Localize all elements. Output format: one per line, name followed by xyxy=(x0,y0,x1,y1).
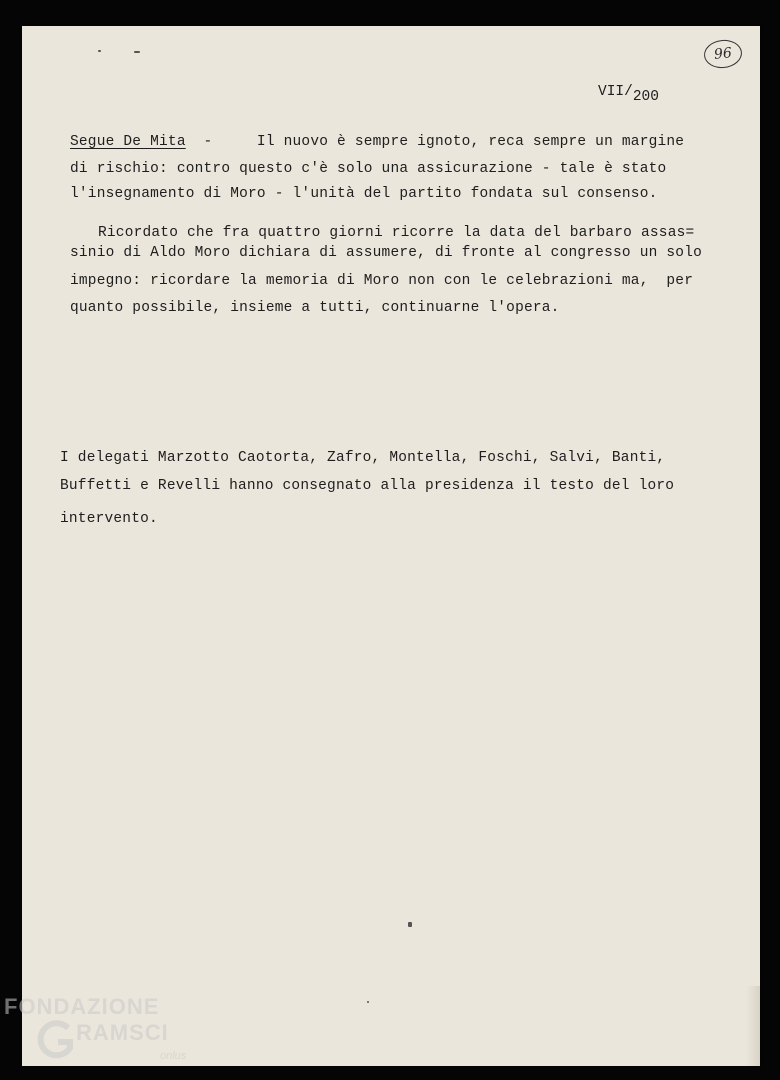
page-number-value: 200 xyxy=(632,89,659,105)
watermark-line3: onlus xyxy=(160,1050,187,1062)
paragraph1-line1-text: - Il nuovo è sempre ignoto, reca sempre un margine xyxy=(185,134,685,150)
paper-speck xyxy=(408,922,412,927)
watermark-g-logo-icon xyxy=(34,1018,78,1062)
paper-edge-curl xyxy=(746,986,760,1066)
paragraph3-line3: intervento. xyxy=(60,511,158,527)
watermark-line1: FONDAZIONE xyxy=(4,994,160,1019)
paragraph2-line2: sinio di Aldo Moro dichiara di assumere, di fronte al congresso un solo xyxy=(70,245,703,261)
page-number xyxy=(598,84,659,105)
archive-page-number-handwritten: 96 xyxy=(703,38,744,70)
paragraph1-line1 xyxy=(70,134,684,150)
fondazione-gramsci-watermark xyxy=(4,994,204,1078)
paragraph3-line1: I delegati Marzotto Caotorta, Zafro, Montella, Foschi, Salvi, Banti, xyxy=(60,450,666,466)
document-page xyxy=(22,26,760,1066)
paragraph2-line3: impegno: ricordare la memoria di Moro non con le celebrazioni ma, per xyxy=(70,273,694,289)
paper-speck xyxy=(98,50,101,52)
page-number-section: VII/ xyxy=(598,84,633,100)
paragraph2-line4: quanto possibile, insieme a tutti, continuarne l'opera. xyxy=(70,300,560,316)
speaker-label: Segue De Mita xyxy=(70,134,186,150)
paragraph1-line2: di rischio: contro questo c'è solo una assicurazione - tale è stato xyxy=(70,161,667,177)
watermark-line2: RAMSCI xyxy=(76,1020,169,1045)
paper-speck xyxy=(134,51,140,53)
paragraph1-line3: l'insegnamento di Moro - l'unità del partito fondata sul consenso. xyxy=(70,186,658,202)
paper-speck xyxy=(367,1001,369,1003)
paragraph3-line2: Buffetti e Revelli hanno consegnato alla presidenza il testo del loro xyxy=(60,478,675,494)
paragraph2-line1: Ricordato che fra quattro giorni ricorre la data del barbaro assas= xyxy=(98,225,695,241)
